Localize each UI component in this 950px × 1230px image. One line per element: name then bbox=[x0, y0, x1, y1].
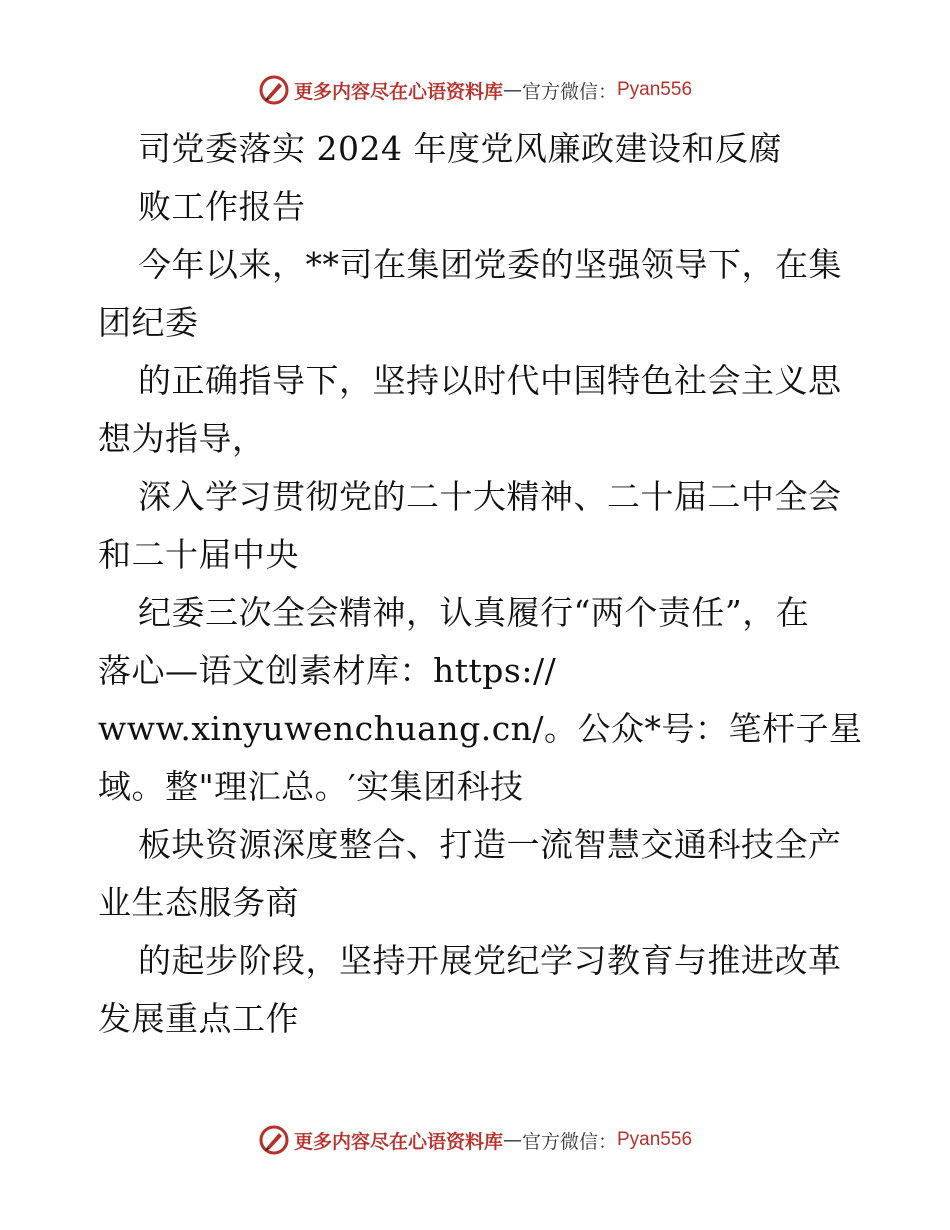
doc-text-line: 的正确指导下，坚持以时代中国特色社会主义思 bbox=[138, 361, 842, 400]
watermark-wechat-id: Pyan556 bbox=[617, 1129, 693, 1150]
watermark-wechat-id: Pyan556 bbox=[617, 79, 693, 100]
doc-text-line: 发展重点工作 bbox=[98, 999, 299, 1038]
pen-logo-icon bbox=[258, 74, 290, 106]
doc-text-line: 深入学习贯彻党的二十大精神、二十届二中全会 bbox=[138, 477, 842, 516]
doc-text-line: 板块资源深度整合、打造一流智慧交通科技全产 bbox=[138, 825, 842, 864]
doc-text-line: 想为指导， bbox=[98, 419, 266, 458]
doc-title-line-1: 司党委落实 2024 年度党风廉政建设和反腐 bbox=[138, 129, 782, 168]
watermark-main-text: 更多内容尽在心语资料库 bbox=[293, 80, 503, 103]
pen-logo-icon bbox=[258, 1124, 290, 1156]
header-watermark bbox=[0, 70, 950, 110]
watermark-main-text: 更多内容尽在心语资料库 bbox=[293, 1130, 503, 1153]
doc-text-line: 纪委三次全会精神，认真履行“两个责任”，在 bbox=[138, 593, 810, 632]
watermark-wechat-label: 官方微信： bbox=[521, 1130, 617, 1153]
document-body bbox=[98, 120, 863, 1048]
doc-text-line: 落心—语文创素材库：https:// bbox=[98, 651, 557, 690]
doc-title-line-2: 败工作报告 bbox=[138, 187, 306, 226]
watermark-separator: — bbox=[502, 79, 522, 101]
doc-text-line: 的起步阶段，坚持开展党纪学习教育与推进改革 bbox=[138, 941, 842, 980]
watermark-separator: — bbox=[502, 1129, 522, 1151]
doc-text-line: 和二十届中央 bbox=[98, 535, 299, 574]
doc-text-line: 今年以来，**司在集团党委的坚强领导下，在集 bbox=[138, 245, 842, 284]
watermark-wechat-label: 官方微信： bbox=[521, 80, 617, 103]
doc-text-line: www.xinyuwenchuang.cn/。公众*号：笔杆子星 bbox=[98, 709, 863, 748]
doc-text-line: 域。整"理汇总。′实集团科技 bbox=[98, 767, 524, 806]
doc-text-line: 业生态服务商 bbox=[98, 883, 299, 922]
footer-watermark bbox=[0, 1120, 950, 1160]
doc-text-line: 团纪委 bbox=[98, 303, 199, 342]
